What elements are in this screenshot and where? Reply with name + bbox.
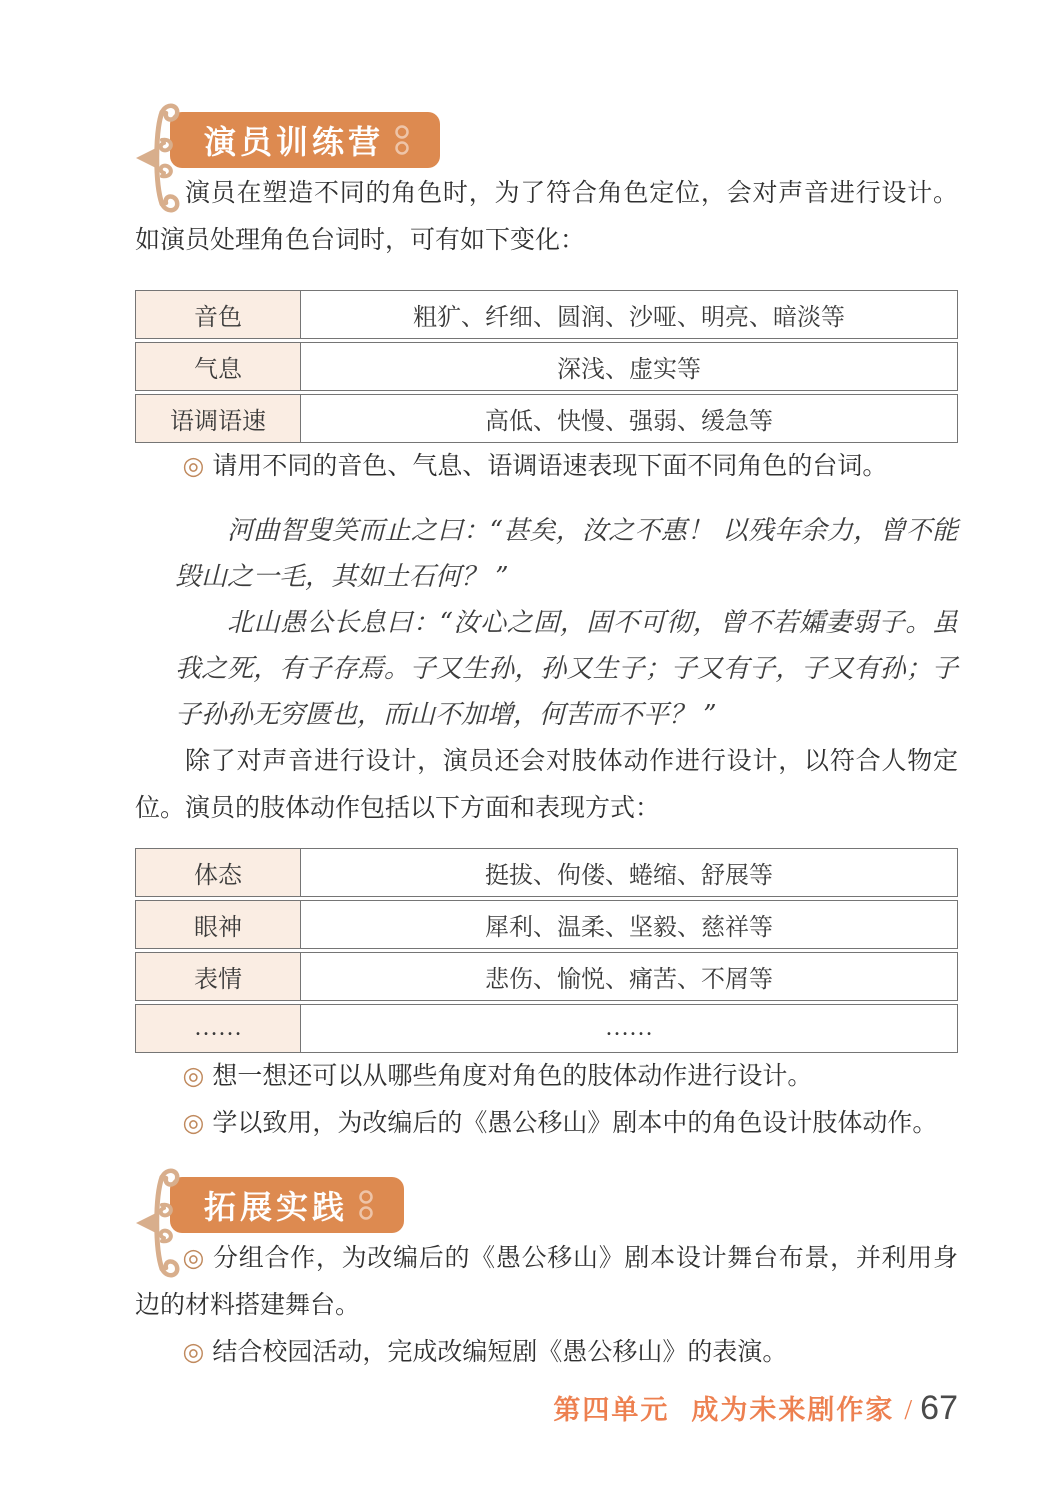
activity-bullet-apply [135,1100,958,1147]
table-row-label: 表情 [136,953,301,1000]
quote-paragraph: 河曲智叟笑而止之曰：“甚矣，汝之不惠！ 以残年余力，曾不能毁山之一毛，其如土石何？ ” [175,516,958,592]
section-badge [170,112,440,168]
voice-design-table [135,290,958,443]
quote-paragraph: 北山愚公长息曰：“汝心之固，固不可彻，曾不若孀妻弱子。虽我之死，有子存焉。子又生孙，孙又生子；子又有子，子又有孙；子子孙孙无穷匮也，而山不加增，何苦而不平？ ” [175,608,958,730]
footer-separator: / [904,1395,913,1426]
table-row [135,342,958,391]
cloud-ornament-icon [132,1161,188,1283]
table-row-label: 眼神 [136,901,301,948]
activity-bullet-voice [135,443,958,490]
section-header-training-camp [170,0,958,170]
table-row-value: 粗犷、纤细、圆润、沙哑、明亮、暗淡等 [413,305,845,331]
table-row [135,1004,958,1053]
double-circle-bullet-icon: ◎ [182,1110,205,1137]
table-row-value: 高低、快慢、强弱、缓急等 [485,409,773,435]
page-footer [553,1388,958,1428]
table-row-value: 深浅、虚实等 [557,357,701,383]
table-row-label: 语调语速 [136,395,301,442]
table-row [135,290,958,339]
activity-bullet-group-work [135,1235,958,1329]
page-number: 67 [920,1389,958,1427]
section-badge-label: 演员训练营 [204,124,385,160]
table-row-label: 体态 [136,849,301,896]
table-row-label: 气息 [136,343,301,390]
double-circle-bullet-icon: ◎ [182,1063,205,1090]
double-circle-bullet-icon: ◎ [182,1245,206,1272]
table-row [135,900,958,949]
bullet-text: 学以致用，为改编后的《愚公移山》剧本中的角色设计肢体动作。 [212,1110,938,1137]
bullet-text: 请用不同的音色、气息、语调语速表现下面不同角色的台词。 [212,453,888,480]
intro-paragraph: 演员在塑造不同的角色时，为了符合角色定位，会对声音进行设计。如演员处理角色台词时，可有如下变化： [135,180,958,254]
table-row [135,848,958,897]
table-row-value: …… [605,1015,653,1041]
table-row-value: 犀利、温柔、坚毅、慈祥等 [485,915,773,941]
classical-quote-block [175,508,958,738]
body-movement-table [135,848,958,1053]
body-paragraph: 除了对声音进行设计，演员还会对肢体动作进行设计，以符合人物定位。演员的肢体动作包括以下方面和表现方式： [135,748,958,822]
badge-swirl-decoration [358,1188,374,1222]
footer-unit-label: 第四单元 [553,1395,670,1425]
table-row [135,394,958,443]
section-badge-label: 拓展实践 [204,1189,349,1225]
footer-unit-title: 成为未来剧作家 [691,1395,895,1425]
badge-swirl-decoration [394,123,410,157]
table-row-label: …… [136,1005,301,1052]
double-circle-bullet-icon: ◎ [182,453,205,480]
double-circle-bullet-icon: ◎ [182,1339,205,1366]
section-badge [170,1177,404,1233]
cloud-ornament-icon [132,96,188,218]
bullet-text: 想一想还可以从哪些角度对角色的肢体动作进行设计。 [212,1063,813,1090]
activity-bullet-perform [135,1329,958,1376]
table-row-label: 音色 [136,291,301,338]
bullet-text: 结合校园活动，完成改编短剧《愚公移山》的表演。 [212,1339,788,1366]
section-header-practice [170,1177,958,1235]
activity-bullet-think [135,1053,958,1100]
table-row [135,952,958,1001]
table-row-value: 挺拔、佝偻、蜷缩、舒展等 [485,863,773,889]
bullet-text: 分组合作，为改编后的《愚公移山》剧本设计舞台布景，并利用身边的材料搭建舞台。 [135,1245,958,1319]
table-row-value: 悲伤、愉悦、痛苦、不屑等 [485,967,773,993]
